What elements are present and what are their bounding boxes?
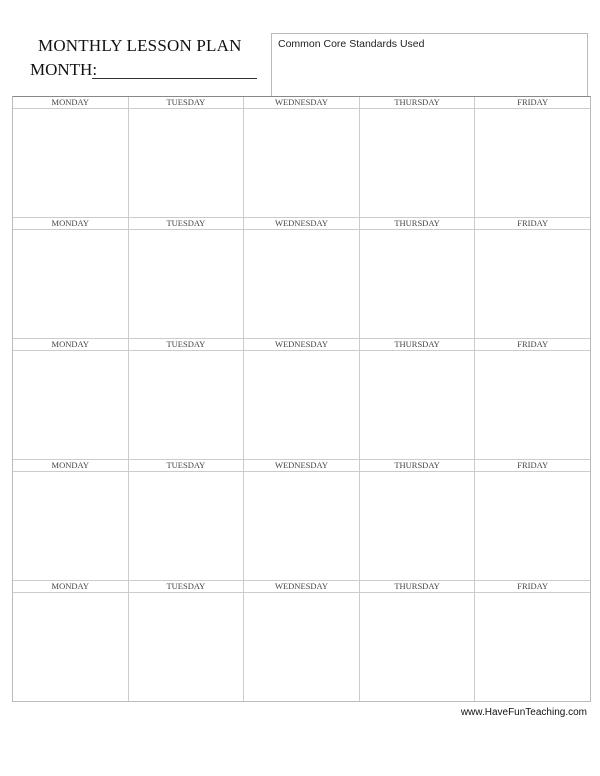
day-cell-thursday[interactable] — [359, 593, 475, 701]
day-cell-thursday[interactable] — [359, 351, 475, 459]
week-1 — [13, 97, 590, 217]
day-cell-monday[interactable] — [13, 230, 128, 338]
day-header-monday: MONDAY — [51, 581, 90, 591]
day-header-thursday: THURSDAY — [359, 581, 475, 592]
day-cell-tuesday[interactable] — [128, 351, 244, 459]
day-cell-wednesday[interactable] — [243, 230, 359, 338]
week-4 — [13, 459, 590, 580]
day-header-thursday: THURSDAY — [359, 218, 475, 229]
day-header-monday: MONDAY — [51, 218, 90, 228]
day-cell-friday[interactable] — [474, 109, 590, 217]
week-3 — [13, 338, 590, 459]
day-cell-monday[interactable] — [13, 109, 128, 217]
week-header — [13, 97, 590, 109]
day-header-wednesday: WEDNESDAY — [243, 97, 359, 108]
day-cell-monday[interactable] — [13, 351, 128, 459]
month-label: MONTH: — [30, 60, 98, 79]
day-header-tuesday: TUESDAY — [128, 460, 244, 471]
day-header-tuesday: TUESDAY — [128, 97, 244, 108]
week-5 — [13, 580, 590, 701]
day-header-friday: FRIDAY — [474, 218, 590, 229]
day-cell-tuesday[interactable] — [128, 472, 244, 580]
day-header-thursday: THURSDAY — [359, 460, 475, 471]
day-header-wednesday: WEDNESDAY — [243, 339, 359, 350]
week-body — [13, 109, 590, 217]
day-cell-wednesday[interactable] — [243, 593, 359, 701]
week-body — [13, 472, 590, 580]
day-cell-wednesday[interactable] — [243, 351, 359, 459]
standards-label: Common Core Standards Used — [278, 38, 425, 50]
day-header-tuesday: TUESDAY — [128, 581, 244, 592]
day-header-friday: FRIDAY — [474, 339, 590, 350]
page-title: MONTHLY LESSON PLAN — [38, 36, 242, 55]
day-cell-monday[interactable] — [13, 593, 128, 701]
day-cell-friday[interactable] — [474, 593, 590, 701]
day-header-tuesday: TUESDAY — [128, 218, 244, 229]
day-cell-friday[interactable] — [474, 230, 590, 338]
day-cell-tuesday[interactable] — [128, 230, 244, 338]
day-header-monday: MONDAY — [51, 339, 90, 349]
day-cell-tuesday[interactable] — [128, 593, 244, 701]
week-body — [13, 593, 590, 701]
day-cell-monday[interactable] — [13, 472, 128, 580]
day-cell-wednesday[interactable] — [243, 109, 359, 217]
calendar-grid — [12, 96, 591, 702]
day-header-monday: MONDAY — [51, 97, 90, 107]
day-header-wednesday: WEDNESDAY — [243, 460, 359, 471]
day-cell-friday[interactable] — [474, 351, 590, 459]
day-header-wednesday: WEDNESDAY — [243, 218, 359, 229]
day-header-tuesday: TUESDAY — [128, 339, 244, 350]
day-header-friday: FRIDAY — [474, 97, 590, 108]
day-header-friday: FRIDAY — [474, 460, 590, 471]
day-cell-thursday[interactable] — [359, 109, 475, 217]
month-input[interactable] — [92, 78, 257, 79]
day-header-thursday: THURSDAY — [359, 339, 475, 350]
day-header-monday: MONDAY — [51, 460, 90, 470]
day-cell-friday[interactable] — [474, 472, 590, 580]
day-cell-thursday[interactable] — [359, 472, 475, 580]
day-header-friday: FRIDAY — [474, 581, 590, 592]
week-header — [13, 218, 590, 230]
day-header-wednesday: WEDNESDAY — [243, 581, 359, 592]
week-header — [13, 460, 590, 472]
week-body — [13, 351, 590, 459]
week-header — [13, 581, 590, 593]
week-header — [13, 339, 590, 351]
day-header-thursday: THURSDAY — [359, 97, 475, 108]
day-cell-tuesday[interactable] — [128, 109, 244, 217]
week-body — [13, 230, 590, 338]
website-footer: www.HaveFunTeaching.com — [460, 707, 587, 718]
day-cell-wednesday[interactable] — [243, 472, 359, 580]
day-cell-thursday[interactable] — [359, 230, 475, 338]
week-2 — [13, 217, 590, 338]
standards-box[interactable] — [271, 33, 588, 96]
